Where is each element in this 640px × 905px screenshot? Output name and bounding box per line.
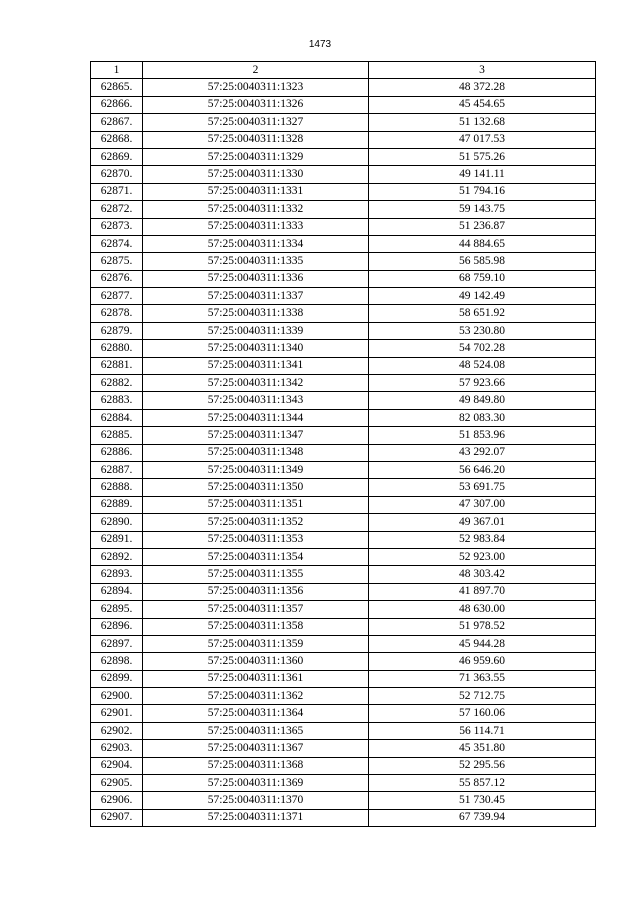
table-row xyxy=(91,548,596,565)
row-number-cell: 62873. xyxy=(91,218,143,235)
cadastral-number-cell: 57:25:0040311:1329 xyxy=(143,148,369,165)
row-number-cell: 62891. xyxy=(91,531,143,548)
value-cell: 68 759.10 xyxy=(369,270,596,287)
cadastral-number-cell: 57:25:0040311:1367 xyxy=(143,740,369,757)
table-row xyxy=(91,722,596,739)
row-number-cell: 62878. xyxy=(91,305,143,322)
value-cell: 67 739.94 xyxy=(369,809,596,826)
value-cell: 52 712.75 xyxy=(369,688,596,705)
column-header-3: 3 xyxy=(369,62,596,79)
table-row xyxy=(91,409,596,426)
value-cell: 49 367.01 xyxy=(369,514,596,531)
table-row xyxy=(91,618,596,635)
cadastral-number-cell: 57:25:0040311:1362 xyxy=(143,688,369,705)
row-number-cell: 62883. xyxy=(91,392,143,409)
cadastral-number-cell: 57:25:0040311:1353 xyxy=(143,531,369,548)
registry-table xyxy=(90,61,596,827)
value-cell: 52 983.84 xyxy=(369,531,596,548)
row-number-cell: 62897. xyxy=(91,635,143,652)
table-row xyxy=(91,340,596,357)
row-number-cell: 62901. xyxy=(91,705,143,722)
value-cell: 51 730.45 xyxy=(369,792,596,809)
row-number-cell: 62885. xyxy=(91,427,143,444)
row-number-cell: 62888. xyxy=(91,479,143,496)
cadastral-number-cell: 57:25:0040311:1337 xyxy=(143,288,369,305)
cadastral-number-cell: 57:25:0040311:1350 xyxy=(143,479,369,496)
row-number-cell: 62879. xyxy=(91,322,143,339)
row-number-cell: 62895. xyxy=(91,601,143,618)
row-number-cell: 62877. xyxy=(91,288,143,305)
value-cell: 49 849.80 xyxy=(369,392,596,409)
header-row xyxy=(91,62,596,79)
value-cell: 52 295.56 xyxy=(369,757,596,774)
value-cell: 59 143.75 xyxy=(369,201,596,218)
cadastral-number-cell: 57:25:0040311:1343 xyxy=(143,392,369,409)
cadastral-number-cell: 57:25:0040311:1356 xyxy=(143,583,369,600)
row-number-cell: 62890. xyxy=(91,514,143,531)
cadastral-number-cell: 57:25:0040311:1354 xyxy=(143,548,369,565)
value-cell: 46 959.60 xyxy=(369,653,596,670)
table-row xyxy=(91,601,596,618)
table-row xyxy=(91,653,596,670)
cadastral-number-cell: 57:25:0040311:1347 xyxy=(143,427,369,444)
table-row xyxy=(91,79,596,96)
row-number-cell: 62906. xyxy=(91,792,143,809)
row-number-cell: 62880. xyxy=(91,340,143,357)
cadastral-number-cell: 57:25:0040311:1349 xyxy=(143,461,369,478)
cadastral-number-cell: 57:25:0040311:1370 xyxy=(143,792,369,809)
cadastral-number-cell: 57:25:0040311:1355 xyxy=(143,566,369,583)
column-header-2: 2 xyxy=(143,62,369,79)
row-number-cell: 62907. xyxy=(91,809,143,826)
value-cell: 51 853.96 xyxy=(369,427,596,444)
table-row xyxy=(91,305,596,322)
table-row xyxy=(91,201,596,218)
value-cell: 82 083.30 xyxy=(369,409,596,426)
cadastral-number-cell: 57:25:0040311:1361 xyxy=(143,670,369,687)
row-number-cell: 62894. xyxy=(91,583,143,600)
row-number-cell: 62872. xyxy=(91,201,143,218)
value-cell: 48 372.28 xyxy=(369,79,596,96)
value-cell: 45 351.80 xyxy=(369,740,596,757)
row-number-cell: 62903. xyxy=(91,740,143,757)
table-row xyxy=(91,392,596,409)
row-number-cell: 62902. xyxy=(91,722,143,739)
row-number-cell: 62904. xyxy=(91,757,143,774)
row-number-cell: 62875. xyxy=(91,253,143,270)
value-cell: 45 944.28 xyxy=(369,635,596,652)
value-cell: 43 292.07 xyxy=(369,444,596,461)
row-number-cell: 62900. xyxy=(91,688,143,705)
value-cell: 52 923.00 xyxy=(369,548,596,565)
page-number: 1473 xyxy=(308,39,332,50)
table-row xyxy=(91,496,596,513)
value-cell: 54 702.28 xyxy=(369,340,596,357)
table-row xyxy=(91,357,596,374)
cadastral-number-cell: 57:25:0040311:1344 xyxy=(143,409,369,426)
cadastral-number-cell: 57:25:0040311:1351 xyxy=(143,496,369,513)
table-row xyxy=(91,218,596,235)
row-number-cell: 62896. xyxy=(91,618,143,635)
value-cell: 57 160.06 xyxy=(369,705,596,722)
table-row xyxy=(91,461,596,478)
value-cell: 53 230.80 xyxy=(369,322,596,339)
table-row xyxy=(91,479,596,496)
table-row xyxy=(91,322,596,339)
cadastral-number-cell: 57:25:0040311:1371 xyxy=(143,809,369,826)
table-row xyxy=(91,148,596,165)
row-number-cell: 62869. xyxy=(91,148,143,165)
row-number-cell: 62905. xyxy=(91,775,143,792)
row-number-cell: 62876. xyxy=(91,270,143,287)
value-cell: 44 884.65 xyxy=(369,235,596,252)
table-row xyxy=(91,183,596,200)
row-number-cell: 62870. xyxy=(91,166,143,183)
value-cell: 53 691.75 xyxy=(369,479,596,496)
value-cell: 56 114.71 xyxy=(369,722,596,739)
row-number-cell: 62886. xyxy=(91,444,143,461)
cadastral-number-cell: 57:25:0040311:1327 xyxy=(143,114,369,131)
value-cell: 55 857.12 xyxy=(369,775,596,792)
cadastral-number-cell: 57:25:0040311:1364 xyxy=(143,705,369,722)
table-row xyxy=(91,114,596,131)
table-row xyxy=(91,809,596,826)
table-row xyxy=(91,705,596,722)
cadastral-number-cell: 57:25:0040311:1368 xyxy=(143,757,369,774)
row-number-cell: 62884. xyxy=(91,409,143,426)
cadastral-number-cell: 57:25:0040311:1335 xyxy=(143,253,369,270)
table-row xyxy=(91,427,596,444)
cadastral-number-cell: 57:25:0040311:1341 xyxy=(143,357,369,374)
cadastral-number-cell: 57:25:0040311:1334 xyxy=(143,235,369,252)
value-cell: 47 307.00 xyxy=(369,496,596,513)
table-row xyxy=(91,288,596,305)
cadastral-number-cell: 57:25:0040311:1340 xyxy=(143,340,369,357)
table-row xyxy=(91,444,596,461)
table-row xyxy=(91,670,596,687)
value-cell: 41 897.70 xyxy=(369,583,596,600)
table-row xyxy=(91,235,596,252)
table-row xyxy=(91,757,596,774)
table-row xyxy=(91,792,596,809)
cadastral-number-cell: 57:25:0040311:1352 xyxy=(143,514,369,531)
cadastral-number-cell: 57:25:0040311:1323 xyxy=(143,79,369,96)
table-row xyxy=(91,583,596,600)
value-cell: 71 363.55 xyxy=(369,670,596,687)
table-row xyxy=(91,566,596,583)
row-number-cell: 62867. xyxy=(91,114,143,131)
row-number-cell: 62898. xyxy=(91,653,143,670)
cadastral-number-cell: 57:25:0040311:1326 xyxy=(143,96,369,113)
cadastral-number-cell: 57:25:0040311:1359 xyxy=(143,635,369,652)
cadastral-number-cell: 57:25:0040311:1328 xyxy=(143,131,369,148)
value-cell: 49 141.11 xyxy=(369,166,596,183)
cadastral-number-cell: 57:25:0040311:1338 xyxy=(143,305,369,322)
table-row xyxy=(91,635,596,652)
table-row xyxy=(91,514,596,531)
table-row xyxy=(91,775,596,792)
value-cell: 48 303.42 xyxy=(369,566,596,583)
table-body xyxy=(91,79,596,827)
table-row xyxy=(91,270,596,287)
cadastral-number-cell: 57:25:0040311:1330 xyxy=(143,166,369,183)
cadastral-number-cell: 57:25:0040311:1333 xyxy=(143,218,369,235)
value-cell: 51 575.26 xyxy=(369,148,596,165)
value-cell: 56 585.98 xyxy=(369,253,596,270)
row-number-cell: 62866. xyxy=(91,96,143,113)
table-row xyxy=(91,740,596,757)
cadastral-number-cell: 57:25:0040311:1369 xyxy=(143,775,369,792)
table-row xyxy=(91,375,596,392)
cadastral-number-cell: 57:25:0040311:1342 xyxy=(143,375,369,392)
value-cell: 47 017.53 xyxy=(369,131,596,148)
table-row xyxy=(91,688,596,705)
value-cell: 57 923.66 xyxy=(369,375,596,392)
table-header xyxy=(91,62,596,79)
cadastral-number-cell: 57:25:0040311:1339 xyxy=(143,322,369,339)
row-number-cell: 62887. xyxy=(91,461,143,478)
cadastral-number-cell: 57:25:0040311:1332 xyxy=(143,201,369,218)
row-number-cell: 62874. xyxy=(91,235,143,252)
table-row xyxy=(91,131,596,148)
row-number-cell: 62871. xyxy=(91,183,143,200)
value-cell: 51 978.52 xyxy=(369,618,596,635)
table-row xyxy=(91,96,596,113)
cadastral-number-cell: 57:25:0040311:1358 xyxy=(143,618,369,635)
table-row xyxy=(91,253,596,270)
row-number-cell: 62899. xyxy=(91,670,143,687)
row-number-cell: 62882. xyxy=(91,375,143,392)
table-row xyxy=(91,531,596,548)
cadastral-number-cell: 57:25:0040311:1336 xyxy=(143,270,369,287)
cadastral-number-cell: 57:25:0040311:1331 xyxy=(143,183,369,200)
value-cell: 56 646.20 xyxy=(369,461,596,478)
row-number-cell: 62889. xyxy=(91,496,143,513)
row-number-cell: 62893. xyxy=(91,566,143,583)
value-cell: 58 651.92 xyxy=(369,305,596,322)
row-number-cell: 62868. xyxy=(91,131,143,148)
cadastral-number-cell: 57:25:0040311:1360 xyxy=(143,653,369,670)
value-cell: 51 132.68 xyxy=(369,114,596,131)
row-number-cell: 62881. xyxy=(91,357,143,374)
table-row xyxy=(91,166,596,183)
row-number-cell: 62892. xyxy=(91,548,143,565)
value-cell: 51 794.16 xyxy=(369,183,596,200)
value-cell: 48 524.08 xyxy=(369,357,596,374)
row-number-cell: 62865. xyxy=(91,79,143,96)
cadastral-number-cell: 57:25:0040311:1348 xyxy=(143,444,369,461)
value-cell: 48 630.00 xyxy=(369,601,596,618)
value-cell: 51 236.87 xyxy=(369,218,596,235)
cadastral-number-cell: 57:25:0040311:1365 xyxy=(143,722,369,739)
value-cell: 49 142.49 xyxy=(369,288,596,305)
column-header-1: 1 xyxy=(91,62,143,79)
cadastral-number-cell: 57:25:0040311:1357 xyxy=(143,601,369,618)
value-cell: 45 454.65 xyxy=(369,96,596,113)
